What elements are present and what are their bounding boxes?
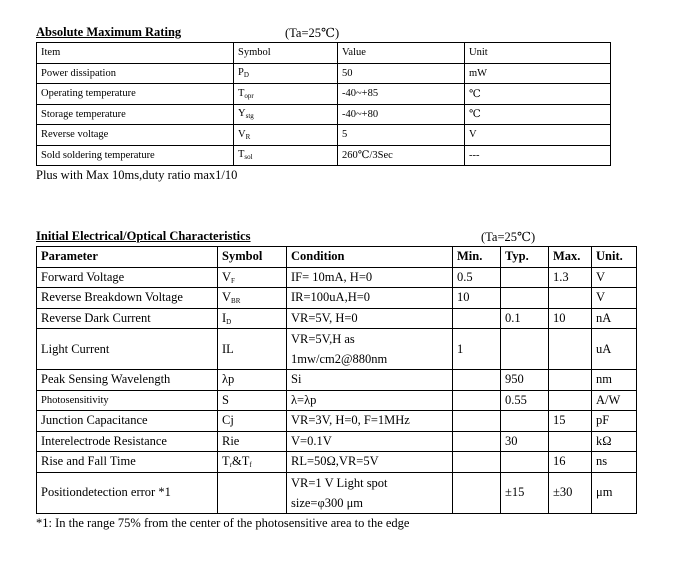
ieoc-typ: ±15: [501, 472, 549, 513]
table-row: [37, 125, 611, 146]
ieoc-symbol: $T_r\&T_f$: [218, 452, 287, 473]
ieoc-typ: [501, 329, 549, 370]
ieoc-min: [453, 411, 501, 432]
ieoc-unit: nm: [592, 370, 637, 391]
ieoc-symbol: $I_D$: [218, 308, 287, 329]
ieoc-max: [549, 431, 592, 452]
amr-condition: (Ta=25℃): [285, 26, 340, 40]
table-row: [37, 104, 611, 125]
ieoc-condition: VR=3V, H=0, F=1MHz: [287, 411, 453, 432]
ieoc-header-symbol: Symbol: [218, 247, 287, 268]
ieoc-max: [549, 329, 592, 370]
amr-value: -40~+85: [338, 84, 465, 105]
table-row: [37, 145, 611, 166]
ieoc-header-parameter: Parameter: [37, 247, 218, 268]
ieoc-typ: 0.1: [501, 308, 549, 329]
ieoc-footnote: *1: In the range 75% from the center of the photosensitive area to the edge: [36, 516, 410, 530]
ieoc-min: 10: [453, 288, 501, 309]
table-row: [37, 308, 637, 329]
amr-unit: mW: [465, 63, 611, 84]
ieoc-unit: kΩ: [592, 431, 637, 452]
ieoc-parameter: Photosensitivity: [37, 390, 218, 411]
ieoc-unit: pF: [592, 411, 637, 432]
ieoc-max: 16: [549, 452, 592, 473]
ieoc-header-condition: Condition: [287, 247, 453, 268]
amr-item: Operating temperature: [37, 84, 234, 105]
ieoc-min: 0.5: [453, 267, 501, 288]
ieoc-condition: (Ta=25℃): [481, 230, 536, 244]
ieoc-max: 10: [549, 308, 592, 329]
amr-symbol: $T_{opr}$: [234, 84, 338, 105]
amr-title: Absolute Maximum Rating: [36, 25, 182, 39]
ieoc-parameter: Light Current: [37, 329, 218, 370]
amr-note: Plus with Max 10ms,duty ratio max1/10: [36, 168, 238, 182]
ieoc-header-max: Max.: [549, 247, 592, 268]
amr-symbol: $T_{sol}$: [234, 145, 338, 166]
amr-header-item: Item: [37, 43, 234, 64]
ieoc-parameter: Peak Sensing Wavelength: [37, 370, 218, 391]
ieoc-condition: RL=50Ω,VR=5V: [287, 452, 453, 473]
ieoc-min: [453, 431, 501, 452]
ieoc-typ: [501, 267, 549, 288]
amr-header-symbol: Symbol: [234, 43, 338, 64]
ieoc-symbol: Cj: [218, 411, 287, 432]
ieoc-condition: VR=5V,H as 1mw/cm2@880nm: [287, 329, 453, 370]
ieoc-typ: [501, 411, 549, 432]
amr-header-unit: Unit: [465, 43, 611, 64]
amr-value: 260℃/3Sec: [338, 145, 465, 166]
ieoc-typ: 950: [501, 370, 549, 391]
ieoc-table: [36, 246, 637, 514]
ieoc-symbol: $V_{BR}$: [218, 288, 287, 309]
ieoc-symbol: Rie: [218, 431, 287, 452]
table-row: [37, 472, 637, 513]
ieoc-unit: A/W: [592, 390, 637, 411]
amr-item: Reverse voltage: [37, 125, 234, 146]
ieoc-condition: VR=1 V Light spot size=φ300 μm: [287, 472, 453, 513]
ieoc-unit: ns: [592, 452, 637, 473]
amr-unit: V: [465, 125, 611, 146]
ieoc-min: [453, 452, 501, 473]
ieoc-parameter: Reverse Dark Current: [37, 308, 218, 329]
table-row: [37, 431, 637, 452]
ieoc-min: [453, 472, 501, 513]
ieoc-parameter: Interelectrode Resistance: [37, 431, 218, 452]
ieoc-min: 1: [453, 329, 501, 370]
ieoc-max: 1.3: [549, 267, 592, 288]
ieoc-symbol: S: [218, 390, 287, 411]
amr-value: -40~+80: [338, 104, 465, 125]
ieoc-parameter: Positiondetection error *1: [37, 472, 218, 513]
ieoc-condition: Si: [287, 370, 453, 391]
amr-unit: ---: [465, 145, 611, 166]
ieoc-max: [549, 370, 592, 391]
amr-symbol: $V_R$: [234, 125, 338, 146]
ieoc-header-min: Min.: [453, 247, 501, 268]
ieoc-condition: VR=5V, H=0: [287, 308, 453, 329]
ieoc-min: [453, 370, 501, 391]
ieoc-parameter: Junction Capacitance: [37, 411, 218, 432]
ieoc-condition: λ=λp: [287, 390, 453, 411]
table-row: [37, 452, 637, 473]
ieoc-typ: 0.55: [501, 390, 549, 411]
amr-header-row: [37, 43, 611, 64]
amr-item: Power dissipation: [37, 63, 234, 84]
ieoc-parameter: Forward Voltage: [37, 267, 218, 288]
table-row: [37, 267, 637, 288]
amr-value: 5: [338, 125, 465, 146]
ieoc-symbol: $V_F$: [218, 267, 287, 288]
amr-unit: ℃: [465, 104, 611, 125]
ieoc-symbol: λp: [218, 370, 287, 391]
ieoc-unit: V: [592, 267, 637, 288]
ieoc-title: Initial Electrical/Optical Characteristics: [36, 229, 251, 243]
table-row: [37, 370, 637, 391]
ieoc-unit: V: [592, 288, 637, 309]
table-row: [37, 390, 637, 411]
ieoc-min: [453, 390, 501, 411]
table-row: [37, 411, 637, 432]
ieoc-typ: [501, 288, 549, 309]
ieoc-header-row: [37, 247, 637, 268]
ieoc-max: [549, 390, 592, 411]
amr-symbol: $P_D$: [234, 63, 338, 84]
ieoc-unit: uA: [592, 329, 637, 370]
ieoc-min: [453, 308, 501, 329]
ieoc-condition: V=0.1V: [287, 431, 453, 452]
ieoc-header-typ: Typ.: [501, 247, 549, 268]
ieoc-typ: 30: [501, 431, 549, 452]
ieoc-typ: [501, 452, 549, 473]
ieoc-max: [549, 288, 592, 309]
ieoc-symbol: IL: [218, 329, 287, 370]
table-row: [37, 84, 611, 105]
ieoc-condition: IF= 10mA, H=0: [287, 267, 453, 288]
ieoc-header-unit: Unit.: [592, 247, 637, 268]
ieoc-condition: IR=100uA,H=0: [287, 288, 453, 309]
amr-table: [36, 42, 611, 166]
ieoc-parameter: Reverse Breakdown Voltage: [37, 288, 218, 309]
amr-item: Storage temperature: [37, 104, 234, 125]
ieoc-unit: μm: [592, 472, 637, 513]
amr-unit: ℃: [465, 84, 611, 105]
ieoc-parameter: Rise and Fall Time: [37, 452, 218, 473]
amr-symbol: $Y_{stg}$: [234, 104, 338, 125]
table-row: [37, 329, 637, 370]
table-row: [37, 63, 611, 84]
table-row: [37, 288, 637, 309]
ieoc-symbol: [218, 472, 287, 513]
ieoc-unit: nA: [592, 308, 637, 329]
ieoc-max: ±30: [549, 472, 592, 513]
ieoc-max: 15: [549, 411, 592, 432]
amr-value: 50: [338, 63, 465, 84]
amr-item: Sold soldering temperature: [37, 145, 234, 166]
amr-header-value: Value: [338, 43, 465, 64]
